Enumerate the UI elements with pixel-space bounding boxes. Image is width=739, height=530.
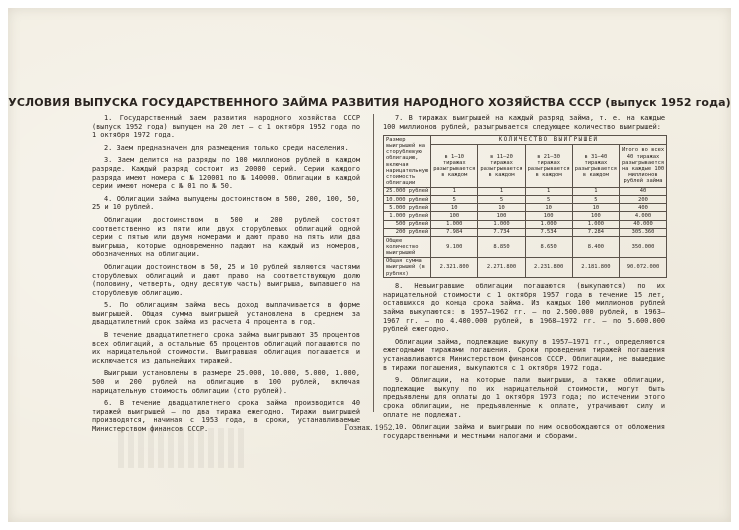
paragraph: В течение двадцатилетнего срока займа выигрывают 35 процентов всех облигаций, а остальные 65 процентов облигаций погашаются по их нарицательной стоимости. Выигравшая облигация погашается и исключается из дальнейших тиражей.	[92, 331, 360, 365]
table-cell: 8.850	[478, 237, 525, 258]
paragraph: Облигации достоинством в 50, 25 и 10 рублей являются частями сторублевых облигаций и дают право на соответствующую долю (половину, четверть, одну десятую часть) выигрыша, выпавшего на сторублевую облигацию.	[92, 262, 360, 297]
table-cell: 10	[525, 204, 572, 212]
table-cell: 400	[619, 204, 666, 212]
paragraph: 4. Облигации займа выпущены достоинством в 500, 200, 100, 50, 25 и 10 рублей.	[92, 194, 360, 212]
table-cell: 2.321.800	[431, 257, 478, 278]
prize-label: 5.000 рублей	[384, 204, 431, 212]
column-header: в 11—20 тиражах разыгрывается в каждом	[478, 145, 525, 188]
document-title: УСЛОВИЯ ВЫПУСКА ГОСУДАРСТВЕННОГО ЗАЙМА РАЗВИТИЯ НАРОДНОГО ХОЗЯЙСТВА СССР (выпуск 1952 года)	[8, 96, 731, 109]
table-cell: 4.000	[619, 212, 666, 220]
table-cell: 1	[572, 187, 619, 195]
table-cell: 1.000	[431, 220, 478, 228]
left-column	[92, 114, 360, 438]
table-cell: 8.400	[572, 237, 619, 258]
table-cell: 100	[525, 212, 572, 220]
table-cell: 7.734	[478, 228, 525, 236]
table-cell: 1.000	[572, 220, 619, 228]
paragraph: 9. Облигации, на которые пали выигрыши, а также облигации, подлежащие выкупу по их нарицательной стоимости, могут быть предъявлены для оплаты до 1 октября 1973 года; по истечении этого срока облигации, не предъявленные к оплате, утрачивают силу и оплате не подлежат.	[383, 376, 665, 419]
column-header: в 1—10 тиражах разыгрывается в каждом	[431, 145, 478, 188]
prize-label: 1.000 рублей	[384, 212, 431, 220]
table-cell: 1	[525, 187, 572, 195]
prize-label: 200 рублей	[384, 228, 431, 236]
table-cell: 1	[478, 187, 525, 195]
table-cell: 305.360	[619, 228, 666, 236]
table-cell: 100	[431, 212, 478, 220]
table-cell: 90.072.000	[619, 257, 666, 278]
paragraph: 7. В тиражах выигрышей на каждый разряд займа, т. е. на каждые 100 миллионов рублей, разыгрывается следующее количество выигрышей:	[383, 114, 665, 131]
table-cell: 1.000	[525, 220, 572, 228]
table-row	[384, 228, 667, 236]
table-row	[384, 204, 667, 212]
printer-imprint: Гознак. 1952.	[344, 424, 395, 432]
paragraph: 5. По облигациям займа весь доход выплачивается в форме выигрышей. Общая сумма выигрышей установлена в среднем за двадцатилетний срок займа из расчета 4 процента в год.	[92, 301, 360, 327]
table-cell: 1.000	[478, 220, 525, 228]
right-column	[383, 114, 665, 444]
paragraph: Облигации достоинством в 500 и 200 рублей состоят соответственно из пяти или двух сторублевых облигаций одной серии с пятью или двумя номерами и дают право на пять или два выигрыша, которые одновременно падают на каждый из номеров, обозначенных на облигации.	[92, 215, 360, 259]
table-row	[384, 220, 667, 228]
paragraph: 1. Государственный заем развития народного хозяйства СССР (выпуск 1952 года) выпущен на 20 лет — с 1 октября 1952 года по 1 октября 1972 года.	[92, 114, 360, 140]
table-cell: 2.231.800	[525, 257, 572, 278]
prize-label: 10.000 рублей	[384, 196, 431, 204]
table-cell: 40.000	[619, 220, 666, 228]
winnings-table	[383, 135, 667, 278]
table-cell: 2.271.800	[478, 257, 525, 278]
total-count-label: Общее количество выигрышей	[384, 237, 431, 258]
table-cell: 5	[572, 196, 619, 204]
column-header: в 21—30 тиражах разыгрывается в каждом	[525, 145, 572, 188]
table-cell: 7.284	[572, 228, 619, 236]
table-row	[384, 212, 667, 220]
faded-watermark	[118, 428, 248, 468]
table-cell: 1	[431, 187, 478, 195]
table-cell: 2.181.800	[572, 257, 619, 278]
table-cell: 7.534	[525, 228, 572, 236]
paragraph: 2. Заем предназначен для размещения только среди населения.	[104, 143, 349, 152]
table-cell: 40	[619, 187, 666, 195]
prize-label: 500 рублей	[384, 220, 431, 228]
table-cell: 5	[478, 196, 525, 204]
table-cell: 5	[431, 196, 478, 204]
paragraph: 10. Облигации займа и выигрыши по ним освобождаются от обложения государственными и местными налогами и сборами.	[383, 423, 665, 440]
paragraph: Выигрыши установлены в размере 25.000, 10.000, 5.000, 1.000, 500 и 200 рублей на облигацию в 100 рублей, включая нарицательную стоимость облигации (сто рублей).	[92, 369, 360, 395]
prize-label: 25.000 рублей	[384, 187, 431, 195]
table-row-total-count	[384, 237, 667, 258]
table-cell: 5	[525, 196, 572, 204]
table-cell: 100	[478, 212, 525, 220]
table-cell: 10	[431, 204, 478, 212]
table-super-header: КОЛИЧЕСТВО ВЫИГРЫШЕЙ	[431, 136, 667, 145]
column-header: Итого во всех 40 тиражах разыгрывается на каждые 100 миллионов рублей займа	[619, 145, 666, 188]
table-cell: 8.650	[525, 237, 572, 258]
table-cell: 9.100	[431, 237, 478, 258]
paragraph: 8. Невыигравшие облигации погашаются (выкупаются) по их нарицательной стоимости с 1 октября 1957 года в течение 15 лет, оставшихся до конца срока займа. Из каждых 100 миллионов рублей займа выкупаются: в 1957—1962 гг. — по 2.500.000 рублей, в 1963—1967 гг. — по 4.400.000 рублей, в 1968—1972 гг. — по 5.600.000 рублей ежегодно.	[383, 282, 665, 334]
table-cell: 200	[619, 196, 666, 204]
table-cell: 350.000	[619, 237, 666, 258]
table-corner-header: Размер выигрышей на сторублевую облигацию, включая нарицательную стоимость облигации	[384, 136, 431, 188]
table-cell: 100	[572, 212, 619, 220]
paragraph: Облигации займа, подлежащие выкупу в 1957—1971 гг., определяются ежегодными тиражами погашения. Сроки проведения тиражей погашения устанавливаются Министерством финансов СССР. Облигации, не вышедшие в тиражи погашения, выкупаются с 1 октября 1972 года.	[383, 337, 665, 372]
paragraph: 6. В течение двадцатилетнего срока займа производится 40 тиражей выигрышей — по два тиража ежегодно. Тиражи выигрышей производятся, начиная с 1953 года, в сроки, устанавливаемые Министерством финансов СССР.	[92, 399, 360, 433]
table-row	[384, 196, 667, 204]
table-cell: 10	[478, 204, 525, 212]
column-divider	[373, 114, 374, 412]
table-row-total-sum	[384, 257, 667, 278]
paragraph: 3. Заем делится на разряды по 100 миллионов рублей в каждом разряде. Каждый разряд состоит из 20000 серий. Серии каждого разряда имеют номера с № 120001 по № 140000. Облигации в каждой серии имеют номера с № 01 по № 50.	[92, 156, 360, 191]
table-row	[384, 187, 667, 195]
column-header: в 31—40 тиражах разыгрывается в каждом	[572, 145, 619, 188]
table-cell: 10	[572, 204, 619, 212]
total-sum-label: Общая сумма выигрышей (в рублях)	[384, 257, 431, 278]
table-cell: 7.984	[431, 228, 478, 236]
